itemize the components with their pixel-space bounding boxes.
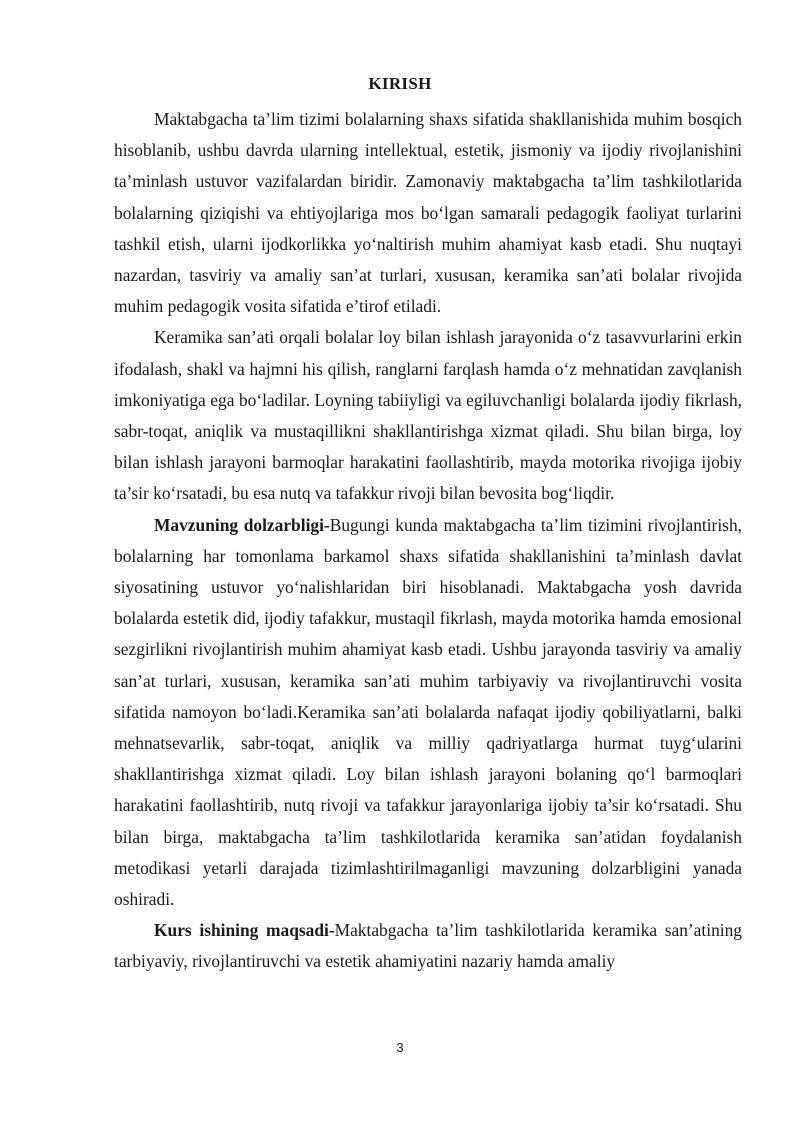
page-number: 3 bbox=[396, 1040, 404, 1055]
paragraph-lead: Kurs ishining maqsadi- bbox=[154, 920, 335, 941]
paragraph-text: Keramika san’ati orqali bolalar loy bilan ishlash jarayonida o‘z tasavvurlarini erkin ifodalash, shakl va hajmni his qilish, ranglarni farqlash hamda o‘z mehnatidan zavqlanish imkoniyatiga ega bo‘ladilar. Loyning tabiiyligi va egiluvchanligi bolalarda ijodiy fikrlash, sabr-toqat, aniqlik va mustaqillikni shakllantirishga xizmat qiladi. Shu bilan birga, loy bilan ishlash jarayoni barmoqlar harakatini faollashtirib, mayda motorika rivojiga ijobiy ta’sir ko‘rsatadi, bu esa nutq va tafakkur rivoji bilan bevosita bog‘liqdir. bbox=[114, 327, 742, 504]
paragraph-keramika bbox=[114, 322, 742, 509]
paragraph-text: Maktabgacha ta’lim tizimi bolalarning shaxs sifatida shakllanishida muhim bosqich hisoblanib, ushbu davrda ularning intellektual, estetik, jismoniy va ijodiy rivojlanishini ta’minlash ustuvor vazifalardan biridir. Zamonaviy maktabgacha ta’lim tashkilotlarida bolalarning qiziqishi va ehtiyojlariga mos bo‘lgan samarali pedagogik faoliyat turlarini tashkil etish, ularni ijodkorlikka yo‘naltirish muhim ahamiyat kasb etadi. Shu nuqtayi nazardan, tasviriy va amaliy san’at turlari, xususan, keramika san’ati bolalar rivojida muhim pedagogik vosita sifatida e’tirof etiladi. bbox=[114, 109, 742, 317]
body-text bbox=[114, 104, 742, 978]
page-title: KIRISH bbox=[368, 74, 432, 93]
paragraph-text: Bugungi kunda maktabgacha ta’lim tizimini rivojlantirish, bolalarning har tomonlama barkamol shaxs sifatida shakllanishini ta’minlash davlat siyosatining ustuvor yo‘nalishlaridan biri hisoblanadi. Maktabgacha yosh davrida bolalarda estetik did, ijodiy tafakkur, mustaqil fikrlash, mayda motorika hamda emosional sezgirlikni rivojlantirish muhim ahamiyat kasb etadi. Ushbu jarayonda tasviriy va amaliy san’at turlari, xususan, keramika san’ati muhim tarbiyaviy va rivojlantiruvchi vosita sifatida namoyon bo‘ladi.Keramika san’ati bolalarda nafaqat ijodiy qobiliyatlarni, balki mehnatsevarlik, sabr-toqat, aniqlik va milliy qadriyatlarga hurmat tuyg‘ularini shakllantirishga xizmat qiladi. Loy bilan ishlash jarayoni bolaning qo‘l barmoqlari harakatini faollashtirib, nutq rivoji va tafakkur jarayonlariga ijobiy ta’sir ko‘rsatadi. Shu bilan birga, maktabgacha ta’lim tashkilotlarida keramika san’atidan foydalanish metodikasi yetarli darajada tizimlashtirilmaganligi mavzuning dolzarbligini yanada oshiradi. bbox=[114, 514, 742, 910]
paragraph-dolzarblik bbox=[114, 510, 742, 916]
paragraph-lead: Mavzuning dolzarbligi- bbox=[154, 514, 330, 535]
paragraph-text: Maktabgacha ta’lim tashkilotlarida keramika san’atining tarbiyaviy, rivojlantiruvchi va estetik ahamiyatini nazariy hamda amaliy bbox=[114, 920, 742, 972]
paragraph-intro bbox=[114, 104, 742, 322]
paragraph-maqsad bbox=[114, 915, 742, 977]
